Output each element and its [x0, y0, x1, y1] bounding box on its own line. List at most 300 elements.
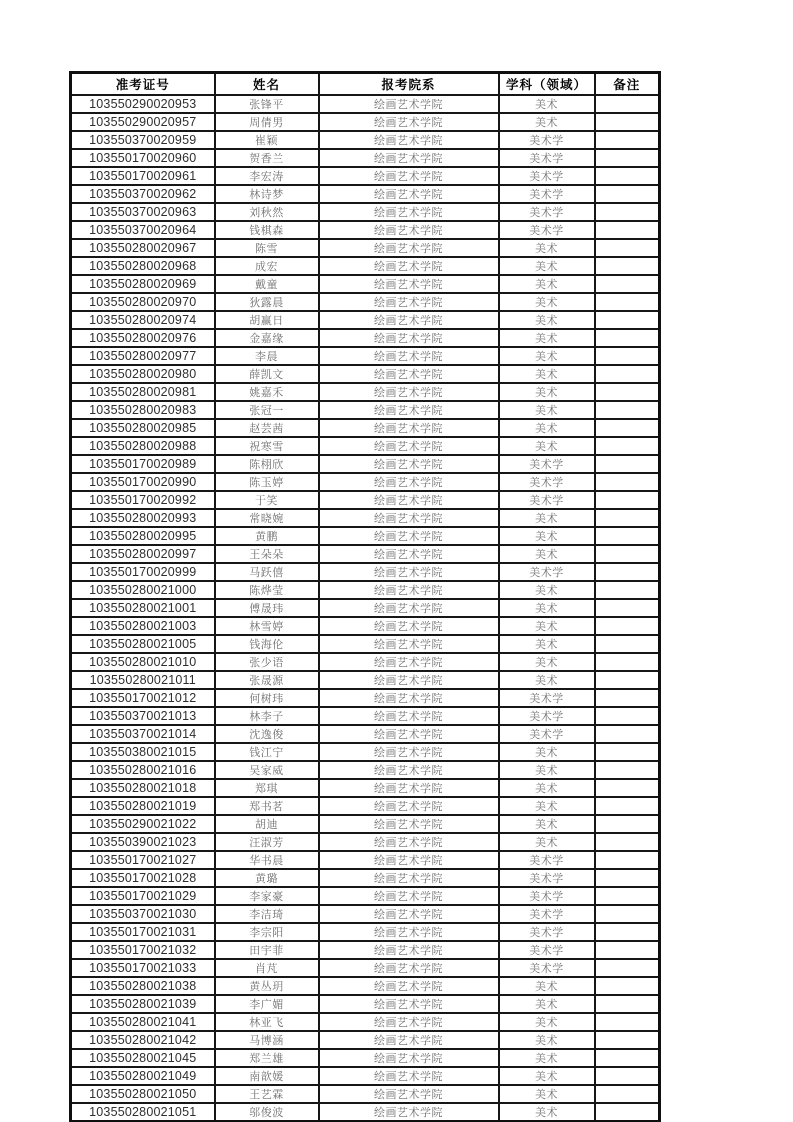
table-row — [71, 221, 660, 239]
cell-department: 绘画艺术学院 — [319, 959, 499, 977]
cell-exam-number: 103550380021015 — [71, 743, 215, 761]
cell-name: 郑书茗 — [215, 797, 319, 815]
cell-name: 狄露晨 — [215, 293, 319, 311]
table-row — [71, 311, 660, 329]
cell-remark — [595, 725, 660, 743]
cell-exam-number: 103550170020960 — [71, 149, 215, 167]
table-row — [71, 1067, 660, 1085]
cell-department: 绘画艺术学院 — [319, 995, 499, 1013]
table-row — [71, 131, 660, 149]
cell-name: 张冠一 — [215, 401, 319, 419]
cell-name: 周倩男 — [215, 113, 319, 131]
table-row — [71, 257, 660, 275]
table-row — [71, 761, 660, 779]
cell-exam-number: 103550370020963 — [71, 203, 215, 221]
cell-subject: 美术 — [499, 275, 595, 293]
cell-exam-number: 103550280021050 — [71, 1085, 215, 1103]
cell-subject: 美术学 — [499, 869, 595, 887]
cell-exam-number: 103550280021010 — [71, 653, 215, 671]
cell-department: 绘画艺术学院 — [319, 941, 499, 959]
cell-subject: 美术学 — [499, 959, 595, 977]
cell-subject: 美术 — [499, 1085, 595, 1103]
cell-subject: 美术 — [499, 311, 595, 329]
table-row — [71, 581, 660, 599]
cell-exam-number: 103550280021019 — [71, 797, 215, 815]
cell-remark — [595, 167, 660, 185]
cell-subject: 美术 — [499, 1067, 595, 1085]
cell-remark — [595, 545, 660, 563]
cell-exam-number: 103550280021045 — [71, 1049, 215, 1067]
cell-name: 南歆媛 — [215, 1067, 319, 1085]
cell-subject: 美术学 — [499, 473, 595, 491]
cell-exam-number: 103550170021029 — [71, 887, 215, 905]
cell-exam-number: 103550370020964 — [71, 221, 215, 239]
cell-department: 绘画艺术学院 — [319, 887, 499, 905]
cell-subject: 美术学 — [499, 707, 595, 725]
cell-subject: 美术 — [499, 617, 595, 635]
cell-exam-number: 103550170020989 — [71, 455, 215, 473]
cell-remark — [595, 689, 660, 707]
cell-name: 钱棋森 — [215, 221, 319, 239]
cell-name: 傅晟玮 — [215, 599, 319, 617]
cell-department: 绘画艺术学院 — [319, 743, 499, 761]
table-row — [71, 113, 660, 131]
cell-name: 张锋平 — [215, 95, 319, 113]
cell-name: 林李子 — [215, 707, 319, 725]
cell-exam-number: 103550170021031 — [71, 923, 215, 941]
cell-department: 绘画艺术学院 — [319, 239, 499, 257]
cell-exam-number: 103550280020988 — [71, 437, 215, 455]
cell-name: 陈栩欣 — [215, 455, 319, 473]
table-row — [71, 671, 660, 689]
table-row — [71, 293, 660, 311]
cell-exam-number: 103550280020995 — [71, 527, 215, 545]
cell-exam-number: 103550280021000 — [71, 581, 215, 599]
cell-subject: 美术 — [499, 977, 595, 995]
cell-name: 李宏涛 — [215, 167, 319, 185]
cell-remark — [595, 1103, 660, 1122]
cell-subject: 美术 — [499, 1013, 595, 1031]
table-row — [71, 797, 660, 815]
cell-subject: 美术 — [499, 383, 595, 401]
cell-name: 钱江宁 — [215, 743, 319, 761]
table-row — [71, 383, 660, 401]
cell-subject: 美术 — [499, 113, 595, 131]
cell-name: 李广媚 — [215, 995, 319, 1013]
table-row — [71, 1013, 660, 1031]
cell-department: 绘画艺术学院 — [319, 905, 499, 923]
cell-remark — [595, 635, 660, 653]
cell-name: 李宗阳 — [215, 923, 319, 941]
cell-exam-number: 103550390021023 — [71, 833, 215, 851]
table-row — [71, 203, 660, 221]
cell-exam-number: 103550280020976 — [71, 329, 215, 347]
cell-subject: 美术学 — [499, 941, 595, 959]
table-row — [71, 365, 660, 383]
table-row — [71, 275, 660, 293]
cell-exam-number: 103550290020957 — [71, 113, 215, 131]
cell-name: 成宏 — [215, 257, 319, 275]
cell-name: 沈逸俊 — [215, 725, 319, 743]
cell-name: 李洁琦 — [215, 905, 319, 923]
cell-department: 绘画艺术学院 — [319, 761, 499, 779]
cell-remark — [595, 869, 660, 887]
cell-exam-number: 103550290020953 — [71, 95, 215, 113]
table-row — [71, 815, 660, 833]
cell-subject: 美术学 — [499, 563, 595, 581]
cell-name: 黄丛玥 — [215, 977, 319, 995]
cell-subject: 美术 — [499, 293, 595, 311]
cell-name: 贺香兰 — [215, 149, 319, 167]
cell-department: 绘画艺术学院 — [319, 1049, 499, 1067]
cell-department: 绘画艺术学院 — [319, 257, 499, 275]
cell-department: 绘画艺术学院 — [319, 617, 499, 635]
cell-remark — [595, 671, 660, 689]
cell-subject: 美术 — [499, 329, 595, 347]
cell-exam-number: 103550280021011 — [71, 671, 215, 689]
cell-name: 常晓婉 — [215, 509, 319, 527]
cell-name: 林亚飞 — [215, 1013, 319, 1031]
table-row — [71, 167, 660, 185]
cell-remark — [595, 581, 660, 599]
cell-name: 陈雪 — [215, 239, 319, 257]
cell-exam-number: 103550290021022 — [71, 815, 215, 833]
table-row — [71, 617, 660, 635]
cell-name: 张晟源 — [215, 671, 319, 689]
cell-remark — [595, 797, 660, 815]
table-row — [71, 509, 660, 527]
cell-department: 绘画艺术学院 — [319, 509, 499, 527]
cell-remark — [595, 1085, 660, 1103]
cell-exam-number: 103550370021030 — [71, 905, 215, 923]
cell-exam-number: 103550280021039 — [71, 995, 215, 1013]
cell-exam-number: 103550370021013 — [71, 707, 215, 725]
cell-exam-number: 103550170020961 — [71, 167, 215, 185]
cell-subject: 美术 — [499, 1031, 595, 1049]
cell-department: 绘画艺术学院 — [319, 95, 499, 113]
cell-name: 金嘉缘 — [215, 329, 319, 347]
cell-department: 绘画艺术学院 — [319, 563, 499, 581]
cell-department: 绘画艺术学院 — [319, 653, 499, 671]
cell-department: 绘画艺术学院 — [319, 311, 499, 329]
cell-subject: 美术 — [499, 779, 595, 797]
cell-department: 绘画艺术学院 — [319, 365, 499, 383]
table-row — [71, 1085, 660, 1103]
cell-department: 绘画艺术学院 — [319, 833, 499, 851]
cell-remark — [595, 563, 660, 581]
cell-exam-number: 103550280020970 — [71, 293, 215, 311]
table-row — [71, 851, 660, 869]
cell-remark — [595, 437, 660, 455]
table-row — [71, 941, 660, 959]
cell-remark — [595, 329, 660, 347]
header-department: 报考院系 — [319, 73, 499, 96]
cell-remark — [595, 131, 660, 149]
cell-subject: 美术 — [499, 599, 595, 617]
cell-name: 赵芸茜 — [215, 419, 319, 437]
cell-department: 绘画艺术学院 — [319, 1067, 499, 1085]
cell-department: 绘画艺术学院 — [319, 527, 499, 545]
table-row — [71, 743, 660, 761]
cell-department: 绘画艺术学院 — [319, 545, 499, 563]
cell-remark — [595, 833, 660, 851]
table-row — [71, 239, 660, 257]
cell-department: 绘画艺术学院 — [319, 203, 499, 221]
cell-subject: 美术 — [499, 761, 595, 779]
cell-subject: 美术 — [499, 419, 595, 437]
cell-name: 华书晨 — [215, 851, 319, 869]
admission-roster-table — [69, 71, 661, 1122]
cell-exam-number: 103550280020977 — [71, 347, 215, 365]
cell-exam-number: 103550280021041 — [71, 1013, 215, 1031]
table-row — [71, 1031, 660, 1049]
cell-name: 李晨 — [215, 347, 319, 365]
cell-department: 绘画艺术学院 — [319, 869, 499, 887]
cell-department: 绘画艺术学院 — [319, 689, 499, 707]
cell-exam-number: 103550280021003 — [71, 617, 215, 635]
cell-remark — [595, 617, 660, 635]
cell-remark — [595, 761, 660, 779]
table-body — [71, 95, 660, 1122]
cell-remark — [595, 95, 660, 113]
cell-department: 绘画艺术学院 — [319, 329, 499, 347]
cell-department: 绘画艺术学院 — [319, 167, 499, 185]
cell-department: 绘画艺术学院 — [319, 635, 499, 653]
cell-remark — [595, 527, 660, 545]
table-row — [71, 563, 660, 581]
cell-remark — [595, 491, 660, 509]
cell-exam-number: 103550370021014 — [71, 725, 215, 743]
table-row — [71, 95, 660, 113]
cell-department: 绘画艺术学院 — [319, 581, 499, 599]
header-remark: 备注 — [595, 73, 660, 96]
cell-exam-number: 103550280020981 — [71, 383, 215, 401]
cell-exam-number: 103550170021032 — [71, 941, 215, 959]
table-row — [71, 635, 660, 653]
cell-remark — [595, 941, 660, 959]
header-exam-number: 准考证号 — [71, 73, 215, 96]
cell-department: 绘画艺术学院 — [319, 977, 499, 995]
cell-subject: 美术学 — [499, 203, 595, 221]
header-name: 姓名 — [215, 73, 319, 96]
cell-exam-number: 103550280020997 — [71, 545, 215, 563]
cell-name: 何树玮 — [215, 689, 319, 707]
table-row — [71, 491, 660, 509]
cell-exam-number: 103550170021012 — [71, 689, 215, 707]
cell-remark — [595, 905, 660, 923]
table-row — [71, 599, 660, 617]
cell-subject: 美术 — [499, 545, 595, 563]
cell-subject: 美术学 — [499, 221, 595, 239]
cell-remark — [595, 113, 660, 131]
cell-department: 绘画艺术学院 — [319, 491, 499, 509]
table-row — [71, 779, 660, 797]
cell-department: 绘画艺术学院 — [319, 149, 499, 167]
table-row — [71, 725, 660, 743]
cell-subject: 美术 — [499, 527, 595, 545]
cell-name: 张少语 — [215, 653, 319, 671]
cell-subject: 美术 — [499, 797, 595, 815]
table-row — [71, 869, 660, 887]
cell-remark — [595, 509, 660, 527]
cell-exam-number: 103550280020968 — [71, 257, 215, 275]
cell-remark — [595, 311, 660, 329]
cell-subject: 美术 — [499, 1103, 595, 1122]
cell-name: 马跃僖 — [215, 563, 319, 581]
cell-subject: 美术学 — [499, 167, 595, 185]
cell-department: 绘画艺术学院 — [319, 419, 499, 437]
cell-subject: 美术 — [499, 509, 595, 527]
cell-exam-number: 103550280020974 — [71, 311, 215, 329]
cell-remark — [595, 707, 660, 725]
cell-remark — [595, 275, 660, 293]
cell-subject: 美术学 — [499, 131, 595, 149]
cell-department: 绘画艺术学院 — [319, 779, 499, 797]
cell-department: 绘画艺术学院 — [319, 851, 499, 869]
cell-subject: 美术学 — [499, 689, 595, 707]
cell-remark — [595, 239, 660, 257]
cell-department: 绘画艺术学院 — [319, 1085, 499, 1103]
cell-name: 田宇菲 — [215, 941, 319, 959]
cell-department: 绘画艺术学院 — [319, 1103, 499, 1122]
table-row — [71, 905, 660, 923]
cell-name: 马博涵 — [215, 1031, 319, 1049]
cell-exam-number: 103550280020985 — [71, 419, 215, 437]
cell-exam-number: 103550280021049 — [71, 1067, 215, 1085]
cell-name: 邬俊波 — [215, 1103, 319, 1122]
cell-department: 绘画艺术学院 — [319, 671, 499, 689]
cell-name: 郑琪 — [215, 779, 319, 797]
cell-subject: 美术学 — [499, 149, 595, 167]
cell-subject: 美术学 — [499, 491, 595, 509]
table-row — [71, 347, 660, 365]
cell-subject: 美术 — [499, 581, 595, 599]
cell-exam-number: 103550280020983 — [71, 401, 215, 419]
cell-department: 绘画艺术学院 — [319, 707, 499, 725]
cell-department: 绘画艺术学院 — [319, 1031, 499, 1049]
cell-subject: 美术学 — [499, 455, 595, 473]
cell-name: 胡赢日 — [215, 311, 319, 329]
table-row — [71, 887, 660, 905]
cell-department: 绘画艺术学院 — [319, 185, 499, 203]
cell-exam-number: 103550280021005 — [71, 635, 215, 653]
cell-name: 肖芃 — [215, 959, 319, 977]
cell-department: 绘画艺术学院 — [319, 797, 499, 815]
cell-subject: 美术 — [499, 815, 595, 833]
cell-exam-number: 103550280020980 — [71, 365, 215, 383]
cell-name: 李家豪 — [215, 887, 319, 905]
cell-exam-number: 103550280020993 — [71, 509, 215, 527]
cell-department: 绘画艺术学院 — [319, 473, 499, 491]
cell-subject: 美术 — [499, 437, 595, 455]
table-row — [71, 185, 660, 203]
cell-name: 黄璐 — [215, 869, 319, 887]
cell-subject: 美术学 — [499, 923, 595, 941]
cell-department: 绘画艺术学院 — [319, 347, 499, 365]
cell-name: 戴童 — [215, 275, 319, 293]
cell-subject: 美术 — [499, 347, 595, 365]
table-row — [71, 689, 660, 707]
cell-department: 绘画艺术学院 — [319, 383, 499, 401]
cell-exam-number: 103550170020990 — [71, 473, 215, 491]
cell-remark — [595, 887, 660, 905]
cell-name: 郑兰雄 — [215, 1049, 319, 1067]
cell-remark — [595, 959, 660, 977]
cell-subject: 美术 — [499, 257, 595, 275]
cell-remark — [595, 257, 660, 275]
cell-remark — [595, 923, 660, 941]
cell-department: 绘画艺术学院 — [319, 599, 499, 617]
cell-exam-number: 103550280021042 — [71, 1031, 215, 1049]
cell-remark — [595, 455, 660, 473]
cell-department: 绘画艺术学院 — [319, 437, 499, 455]
cell-exam-number: 103550170021028 — [71, 869, 215, 887]
table-row — [71, 545, 660, 563]
header-subject: 学科（领域） — [499, 73, 595, 96]
cell-subject: 美术学 — [499, 185, 595, 203]
cell-subject: 美术学 — [499, 725, 595, 743]
cell-subject: 美术 — [499, 1049, 595, 1067]
cell-remark — [595, 473, 660, 491]
cell-department: 绘画艺术学院 — [319, 221, 499, 239]
table-row — [71, 707, 660, 725]
table-row — [71, 995, 660, 1013]
cell-name: 吴家威 — [215, 761, 319, 779]
cell-subject: 美术 — [499, 653, 595, 671]
cell-subject: 美术学 — [499, 905, 595, 923]
cell-exam-number: 103550280021018 — [71, 779, 215, 797]
cell-exam-number: 103550280021038 — [71, 977, 215, 995]
cell-remark — [595, 1031, 660, 1049]
cell-remark — [595, 653, 660, 671]
cell-exam-number: 103550370020962 — [71, 185, 215, 203]
cell-subject: 美术 — [499, 95, 595, 113]
cell-name: 姚嘉禾 — [215, 383, 319, 401]
cell-exam-number: 103550170020992 — [71, 491, 215, 509]
cell-exam-number: 103550370020959 — [71, 131, 215, 149]
cell-remark — [595, 995, 660, 1013]
cell-remark — [595, 1013, 660, 1031]
cell-department: 绘画艺术学院 — [319, 923, 499, 941]
cell-name: 王朵朵 — [215, 545, 319, 563]
table-row — [71, 419, 660, 437]
cell-subject: 美术 — [499, 239, 595, 257]
cell-remark — [595, 977, 660, 995]
cell-remark — [595, 347, 660, 365]
cell-remark — [595, 779, 660, 797]
table-row — [71, 653, 660, 671]
cell-subject: 美术 — [499, 401, 595, 419]
cell-subject: 美术学 — [499, 851, 595, 869]
cell-exam-number: 103550170020999 — [71, 563, 215, 581]
cell-exam-number: 103550280021001 — [71, 599, 215, 617]
cell-remark — [595, 599, 660, 617]
table-row — [71, 401, 660, 419]
cell-department: 绘画艺术学院 — [319, 725, 499, 743]
cell-subject: 美术 — [499, 833, 595, 851]
cell-subject: 美术 — [499, 995, 595, 1013]
table-row — [71, 455, 660, 473]
cell-exam-number: 103550280021016 — [71, 761, 215, 779]
cell-department: 绘画艺术学院 — [319, 1013, 499, 1031]
cell-remark — [595, 743, 660, 761]
cell-name: 林雪婷 — [215, 617, 319, 635]
cell-remark — [595, 185, 660, 203]
header-row — [71, 73, 660, 96]
cell-name: 陈烨莹 — [215, 581, 319, 599]
cell-department: 绘画艺术学院 — [319, 275, 499, 293]
cell-remark — [595, 419, 660, 437]
